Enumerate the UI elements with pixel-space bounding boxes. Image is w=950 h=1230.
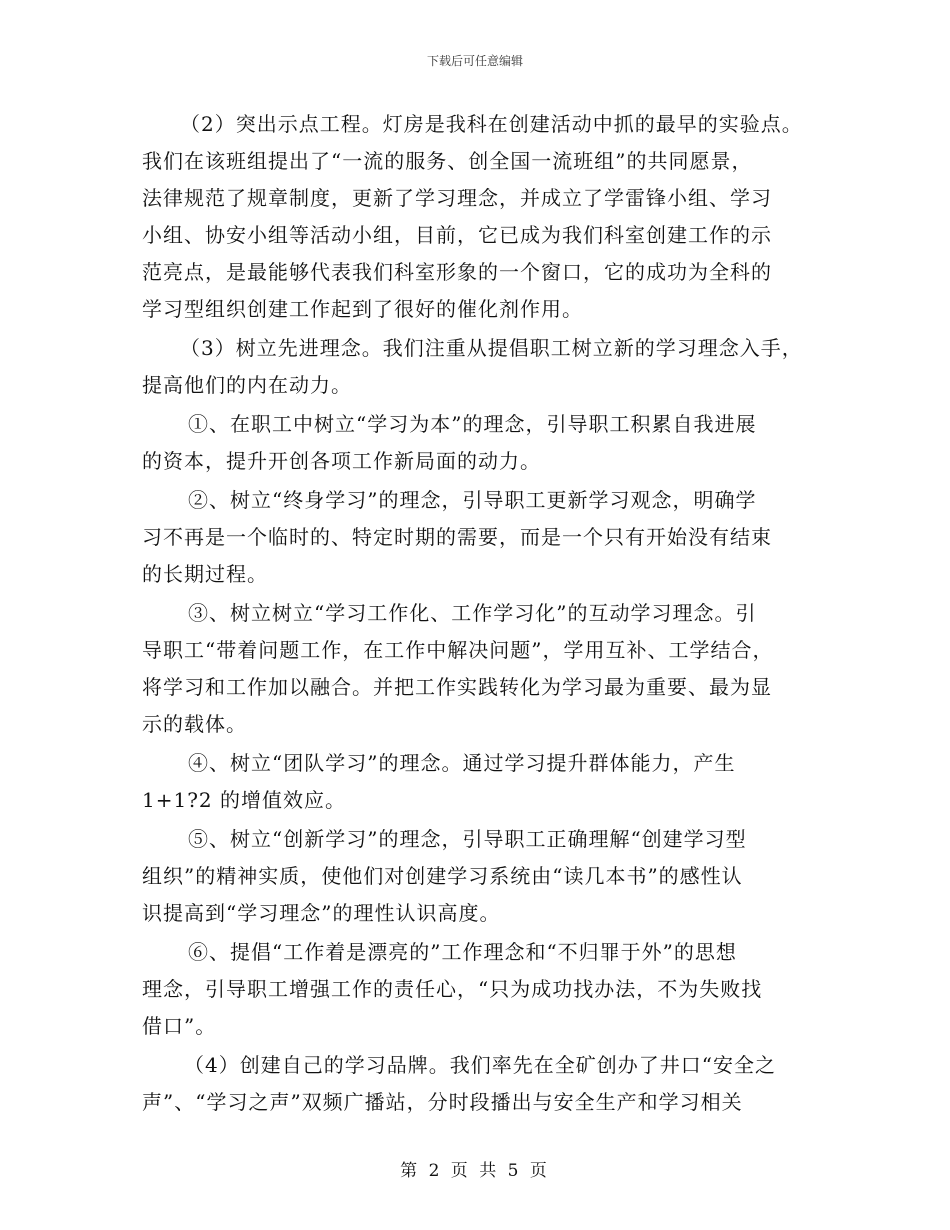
text-line: （3）树立先进理念。我们注重从提倡职工树立新的学习理念入手， [180,336,803,360]
text-line: 组织”的精神实质，使他们对创建学习系统由“读几本书”的感性认 [142,864,743,888]
text-line: 识提高到“学习理念”的理性认识高度。 [142,901,501,925]
text-line: 1+1?2 的增值效应。 [142,788,347,812]
text-line: 借口”。 [142,1014,217,1038]
text-line: 的长期过程。 [142,562,268,586]
text-line: ③、树立树立“学习工作化、工作学习化”的互动学习理念。引 [188,601,757,625]
text-line: 小组、协安小组等活动小组，目前，它已成为我们科室创建工作的示 [142,223,772,247]
text-line: ④、树立“团队学习”的理念。通过学习提升群体能力，产生 [188,751,736,775]
text-line: 我们在该班组提出了“一流的服务、创全国一流班组”的共同愿景， [142,149,753,173]
text-line: （2）突出示点工程。灯房是我科在创建活动中抓的最早的实验点。 [180,112,803,136]
text-line: ⑤、树立“创新学习”的理念，引导职工正确理解“创建学习型 [188,827,747,851]
text-line: ②、树立“终身学习”的理念，引导职工更新学习观念，明确学 [188,488,757,512]
text-line: 范亮点，是最能够代表我们科室形象的一个窗口，它的成功为全科的 [142,260,772,284]
text-line: 提高他们的内在动力。 [142,373,352,397]
text-line: 的资本，提升开创各项工作新局面的动力。 [142,449,541,473]
text-line: ⑥、提倡“工作着是漂亮的”工作理念和“不归罪于外”的思想 [188,940,737,964]
text-line: 法律规范了规章制度，更新了学习理念，并成立了学雷锋小组、学习 [142,186,772,210]
text-line: 导职工“带着问题工作，在工作中解决问题”，学用互补、工学结合， [142,638,774,662]
text-line: （4）创建自己的学习品牌。我们率先在全矿创办了井口“安全之 [184,1053,776,1077]
text-line: 示的载体。 [142,712,247,736]
text-line: ①、在职工中树立“学习为本”的理念，引导职工积累自我进展 [188,412,757,436]
text-line: 理念，引导职工增强工作的责任心，“只为成功找办法，不为失败找 [142,977,763,1001]
text-line: 声”、“学习之声”双频广播站，分时段播出与安全生产和学习相关 [142,1090,743,1114]
text-line: 学习型组织创建工作起到了很好的催化剂作用。 [142,297,583,321]
text-line: 将学习和工作加以融合。并把工作实践转化为学习最为重要、最为显 [142,675,772,699]
text-line: 习不再是一个临时的、特定时期的需要，而是一个只有开始没有结束 [142,525,772,549]
page-footer: 第 2 页 共 5 页 [400,1161,550,1181]
page-header: 下载后可任意编辑 [426,54,523,68]
